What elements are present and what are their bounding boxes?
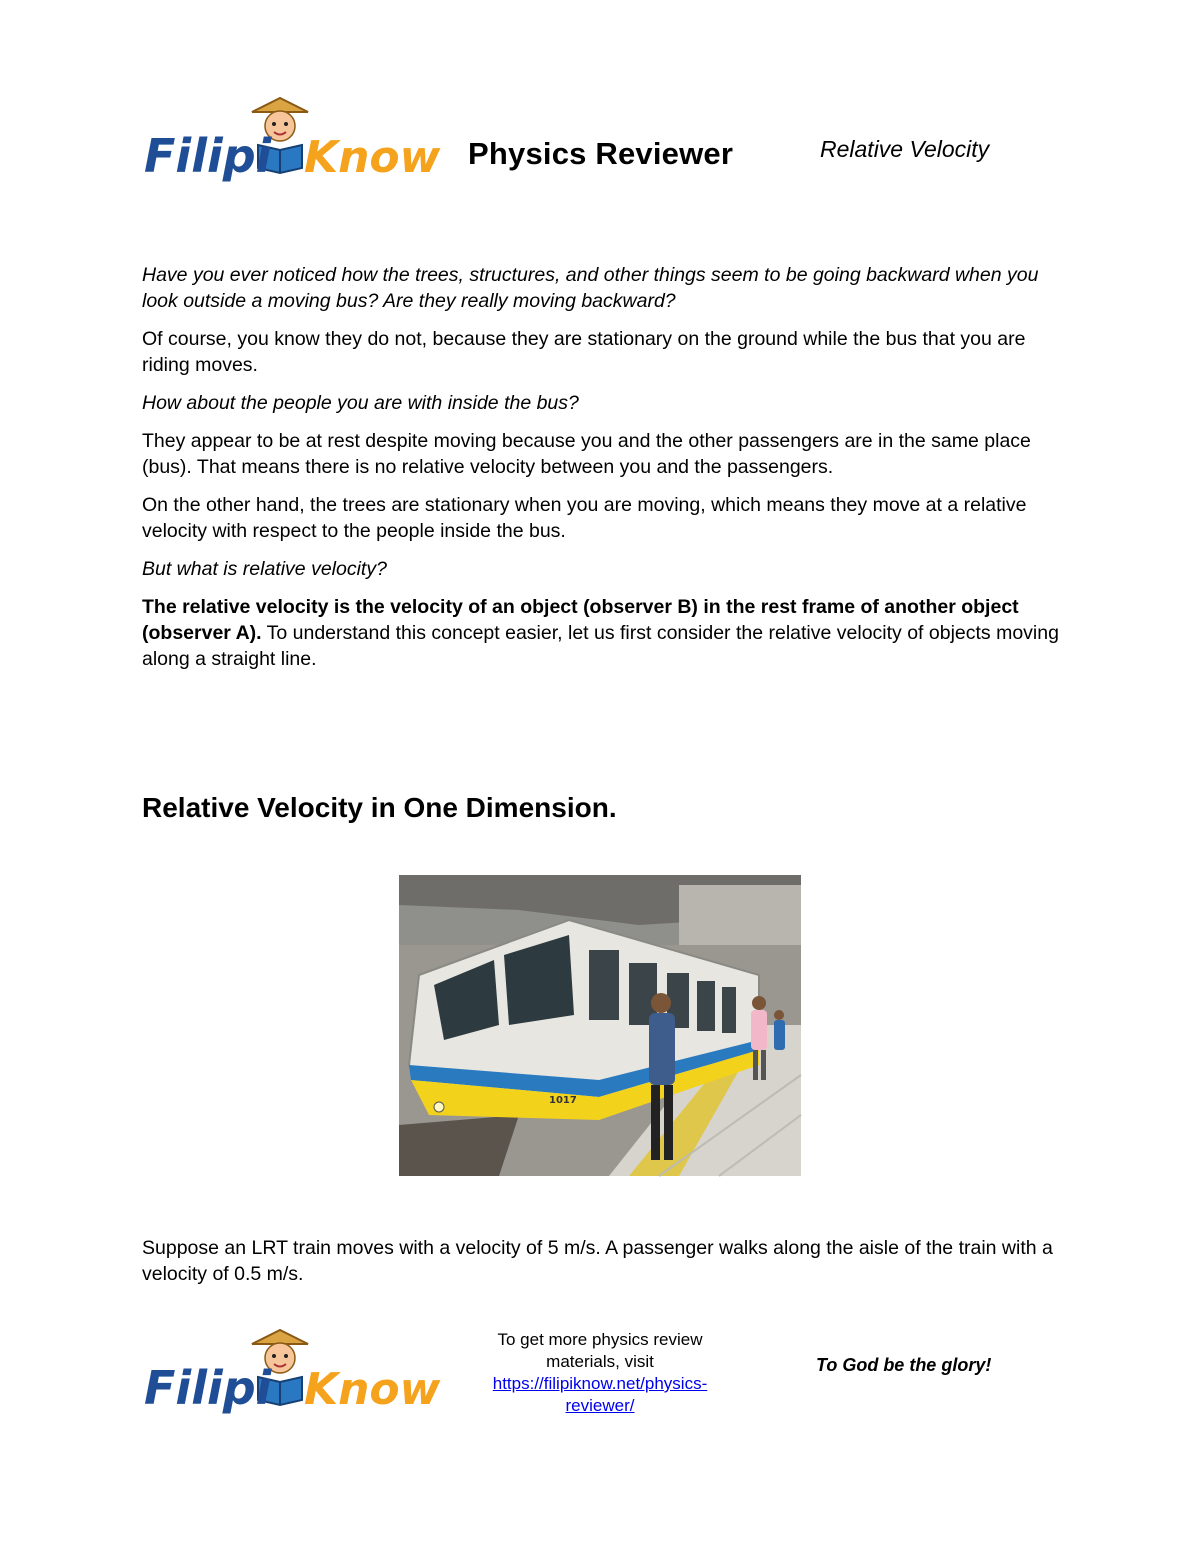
document-title: Physics Reviewer (468, 136, 734, 171)
lrt-train-photo (399, 875, 801, 1176)
footer-link[interactable]: https://filipiknow.net/physics-reviewer/ (492, 1374, 708, 1415)
intro-text (142, 262, 1062, 684)
definition-rest: To understand this concept easier, let us first consider the relative velocity of objects moving along a straight line. (142, 622, 1059, 670)
footer-note-text: To get more physics review materials, visit (497, 1330, 703, 1371)
document-topic: Relative Velocity (820, 136, 990, 162)
svg-text:1017: 1017 (549, 1095, 577, 1106)
intro-question-1: Have you ever noticed how the trees, structures, and other things seem to be going backward when you look outside a moving bus? Are they really moving backward? (142, 264, 1039, 312)
intro-question-3: But what is relative velocity? (142, 558, 387, 580)
section-heading: Relative Velocity in One Dimension. (142, 792, 617, 823)
svg-text:Know: Know (304, 1364, 441, 1415)
svg-text:Filipi: Filipi (144, 129, 272, 183)
intro-paragraph-5: On the other hand, the trees are stationary when you are moving, which means they move at a relative velocity with respect to the people inside the bus. (142, 494, 1027, 542)
filipiknow-logo (140, 90, 441, 190)
footer-note (470, 1329, 730, 1417)
lrt-example-paragraph: Suppose an LRT train moves with a velocity of 5 m/s. A passenger walks along the aisle of the train with a velocity of 0.5 m/s. (142, 1237, 1053, 1285)
svg-text:Know: Know (304, 132, 441, 183)
filipiknow-footer-logo (140, 1322, 441, 1422)
svg-text:Filipi: Filipi (144, 1361, 272, 1415)
definition-bold: The relative velocity is the velocity of an object (observer B) in the rest frame of another object (observer A). (142, 596, 1019, 644)
footer-motto: To God be the glory! (816, 1355, 992, 1375)
intro-paragraph-2: Of course, you know they do not, because they are stationary on the ground while the bus that you are riding moves. (142, 328, 1026, 376)
intro-paragraph-4: They appear to be at rest despite moving because you and the other passengers are in the same place (bus). That means there is no relative velocity between you and the passengers. (142, 430, 1031, 478)
definition-paragraph (142, 594, 1062, 672)
intro-question-2: How about the people you are with inside the bus? (142, 392, 579, 414)
